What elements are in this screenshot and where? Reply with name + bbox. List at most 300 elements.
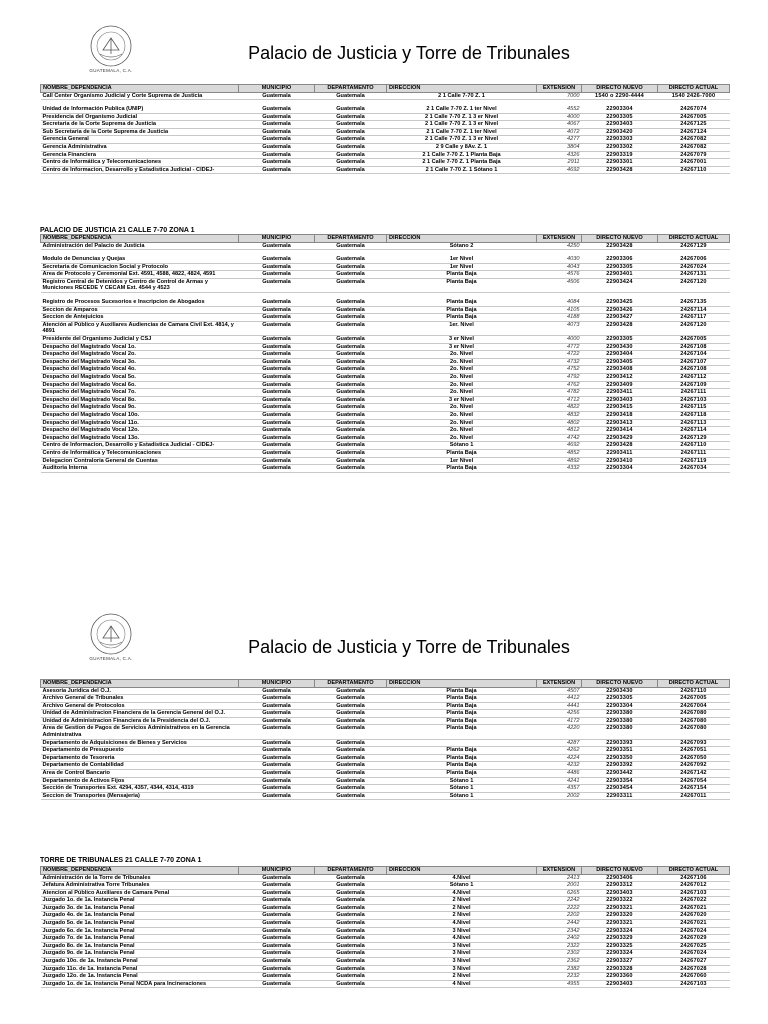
direccion-cell: Planta Baja <box>387 725 537 739</box>
table-row <box>41 151 730 159</box>
municipio-cell: Guatemala <box>239 256 315 263</box>
table-header-row <box>41 85 730 93</box>
departamento-cell: Guatemala <box>315 973 387 981</box>
directo-nuevo-cell: 22903301 <box>582 159 658 167</box>
direccion-cell: 2 1 Calle 7-70 Z. 1 ter Nivel <box>387 106 537 113</box>
dependency-cell: Despacho del Magistrado Vocal 2o. <box>41 351 239 359</box>
direccion-cell: 2o. Nivel <box>387 419 537 427</box>
municipio-cell: Guatemala <box>239 754 315 762</box>
table-row <box>41 278 730 292</box>
extension-cell: 4412 <box>537 695 582 703</box>
table-row <box>41 754 730 762</box>
direccion-cell: 3 er Nivel <box>387 343 537 351</box>
municipio-cell: Guatemala <box>239 912 315 920</box>
municipio-cell: Guatemala <box>239 920 315 928</box>
directo-actual-cell: 24267108 <box>658 366 730 374</box>
directo-nuevo-cell: 22903442 <box>582 770 658 778</box>
direccion-cell: 2o. Nivel <box>387 374 537 382</box>
directo-actual-cell: 24267025 <box>658 942 730 950</box>
extension-cell: 4752 <box>537 366 582 374</box>
directo-actual-cell: 24267024 <box>658 263 730 271</box>
directo-actual-cell: 24267114 <box>658 306 730 314</box>
directo-nuevo-cell: 22903411 <box>582 389 658 397</box>
directo-actual-cell: 24267012 <box>658 882 730 890</box>
departamento-cell: Guatemala <box>315 113 387 121</box>
dependency-cell: Juzgado 8o. de 1a. Instancia Penal <box>41 942 239 950</box>
departamento-cell: Guatemala <box>315 263 387 271</box>
extension-cell: 4277 <box>537 136 582 144</box>
dependency-cell: Despacho del Magistrado Vocal 9o. <box>41 404 239 412</box>
extension-cell: 6265 <box>537 889 582 897</box>
departamento-cell: Guatemala <box>315 882 387 890</box>
extension-cell: 4357 <box>537 785 582 793</box>
directo-actual-cell: 24267028 <box>658 965 730 973</box>
municipio-cell: Guatemala <box>239 457 315 465</box>
municipio-cell: Guatemala <box>239 389 315 397</box>
departamento-cell: Guatemala <box>315 121 387 129</box>
dependency-cell: Despacho del Magistrado Vocal 3o. <box>41 358 239 366</box>
table-row <box>41 306 730 314</box>
departamento-cell: Guatemala <box>315 897 387 905</box>
municipio-cell: Guatemala <box>239 702 315 710</box>
departamento-cell: Guatemala <box>315 434 387 442</box>
extension-cell: 2402 <box>537 935 582 943</box>
direccion-cell: Planta Baja <box>387 278 537 292</box>
directo-actual-cell: 24267103 <box>658 396 730 404</box>
directo-actual-cell: 24267005 <box>658 336 730 344</box>
departamento-cell: Guatemala <box>315 343 387 351</box>
extension-cell: 4812 <box>537 427 582 435</box>
extension-cell: 2001 <box>537 882 582 890</box>
directo-actual-cell: 24267029 <box>658 935 730 943</box>
table-row <box>41 427 730 435</box>
directo-nuevo-cell: 22903420 <box>582 128 658 136</box>
direccion-cell: 2 1 Calle 7-70 Z. 1 ter Nivel <box>387 128 537 136</box>
departamento-cell: Guatemala <box>315 950 387 958</box>
directo-actual-cell: 24267103 <box>658 980 730 988</box>
direccion-cell: Sótano 1 <box>387 785 537 793</box>
directo-nuevo-cell: 22903322 <box>582 897 658 905</box>
dependency-cell: Departamento de Adquisiciones de Bienes y Servicios <box>41 739 239 747</box>
direccion-cell: Planta Baja <box>387 710 537 718</box>
table-row <box>41 739 730 747</box>
table-row <box>41 336 730 344</box>
dependency-cell: Presidente del Organismo Judicial y CSJ <box>41 336 239 344</box>
directo-actual-cell: 24267120 <box>658 278 730 292</box>
directo-nuevo-cell: 22903380 <box>582 717 658 725</box>
column-header-extension: EXTENSION <box>537 680 582 688</box>
direccion-cell: 2 1 Calle 7-70 Z. 1 Planta Baja <box>387 159 537 167</box>
municipio-cell: Guatemala <box>239 739 315 747</box>
municipio-cell: Guatemala <box>239 717 315 725</box>
extension-cell: 4224 <box>537 754 582 762</box>
extension-cell: 2442 <box>537 920 582 928</box>
dependency-cell: Despacho del Magistrado Vocal 8o. <box>41 396 239 404</box>
departamento-cell: Guatemala <box>315 889 387 897</box>
table-row <box>41 687 730 695</box>
directo-actual-cell: 24267050 <box>658 754 730 762</box>
municipio-cell: Guatemala <box>239 747 315 755</box>
column-header-municipio: MUNICIPIO <box>239 680 315 688</box>
column-header-directo-nuevo: DIRECTO NUEVO <box>582 867 658 875</box>
direccion-cell: Planta Baja <box>387 687 537 695</box>
dependency-cell: Despacho del Magistrado Vocal 11o. <box>41 419 239 427</box>
direccion-cell: 2 1 Calle 7-70 Z. 1 <box>387 92 537 100</box>
municipio-cell: Guatemala <box>239 695 315 703</box>
municipio-cell: Guatemala <box>239 404 315 412</box>
directo-nuevo-cell: 22903303 <box>582 136 658 144</box>
extension-cell: 4073 <box>537 321 582 335</box>
column-header-extension: EXTENSION <box>537 867 582 875</box>
directo-nuevo-cell: 22903380 <box>582 710 658 718</box>
extension-cell: 4576 <box>537 271 582 279</box>
municipio-cell: Guatemala <box>239 762 315 770</box>
dependency-cell: Atencion al Público Auxiliares de Camara Penal <box>41 889 239 897</box>
departamento-cell: Guatemala <box>315 695 387 703</box>
table-row <box>41 950 730 958</box>
table-row <box>41 770 730 778</box>
municipio-cell: Guatemala <box>239 336 315 344</box>
municipio-cell: Guatemala <box>239 106 315 113</box>
table-header-row <box>41 235 730 243</box>
directo-actual-cell: 24267005 <box>658 695 730 703</box>
direccion-cell: Planta Baja <box>387 306 537 314</box>
municipio-cell: Guatemala <box>239 725 315 739</box>
column-header-municipio: MUNICIPIO <box>239 867 315 875</box>
direccion-cell: Planta Baja <box>387 762 537 770</box>
table-row <box>41 396 730 404</box>
departamento-cell: Guatemala <box>315 770 387 778</box>
departamento-cell: Guatemala <box>315 739 387 747</box>
extension-cell: 4692 <box>537 442 582 450</box>
column-header-departamento: DEPARTAMENTO <box>315 235 387 243</box>
table-row <box>41 314 730 322</box>
directo-actual-cell: 24267004 <box>658 702 730 710</box>
directo-nuevo-cell: 22903304 <box>582 465 658 473</box>
direccion-cell: 1er Nivel <box>387 256 537 263</box>
dependency-cell: Sub Secretaria de la Corte Suprema de Justicia <box>41 128 239 136</box>
directo-actual-cell: 24267111 <box>658 449 730 457</box>
table-row <box>41 725 730 739</box>
direccion-cell: 3 Nivel <box>387 927 537 935</box>
directo-actual-cell: 24267118 <box>658 411 730 419</box>
dependency-cell: Presidencia del Organismo Judicial <box>41 113 239 121</box>
dependency-cell: Auditoria Interna <box>41 465 239 473</box>
direccion-cell: Sótano 1 <box>387 442 537 450</box>
municipio-cell: Guatemala <box>239 374 315 382</box>
column-header-direccion: DIRECCION <box>387 867 537 875</box>
direccion-cell: Planta Baja <box>387 695 537 703</box>
directo-nuevo-cell: 22903320 <box>582 912 658 920</box>
directo-actual-cell: 24267119 <box>658 457 730 465</box>
dependency-cell: Unidad de Información Publica (UNIP) <box>41 106 239 113</box>
column-header-directo-nuevo: DIRECTO NUEVO <box>582 680 658 688</box>
extension-cell: 4486 <box>537 770 582 778</box>
dependency-cell: Departamento de Contabilidad <box>41 762 239 770</box>
table-row <box>41 256 730 263</box>
table-row <box>41 411 730 419</box>
directo-nuevo-cell: 22903354 <box>582 777 658 785</box>
table-row <box>41 710 730 718</box>
municipio-cell: Guatemala <box>239 710 315 718</box>
extension-cell: 4822 <box>537 404 582 412</box>
departamento-cell: Guatemala <box>315 256 387 263</box>
table-row <box>41 874 730 882</box>
directo-actual-cell: 24267020 <box>658 912 730 920</box>
departamento-cell: Guatemala <box>315 958 387 966</box>
departamento-cell: Guatemala <box>315 912 387 920</box>
municipio-cell: Guatemala <box>239 419 315 427</box>
dependency-cell: Juzgado 5o. de 1a. Instancia Penal <box>41 920 239 928</box>
table-row <box>41 144 730 152</box>
dependency-cell: Departamento de Presupuesto <box>41 747 239 755</box>
column-header-departamento: DEPARTAMENTO <box>315 85 387 93</box>
directo-actual-cell: 24267021 <box>658 920 730 928</box>
dependency-cell: Juzgado 7o. de 1a. Instancia Penal <box>41 935 239 943</box>
departamento-cell: Guatemala <box>315 874 387 882</box>
directo-nuevo-cell: 22903302 <box>582 144 658 152</box>
municipio-cell: Guatemala <box>239 242 315 250</box>
extension-cell: 4507 <box>537 687 582 695</box>
municipio-cell: Guatemala <box>239 144 315 152</box>
municipio-cell: Guatemala <box>239 785 315 793</box>
extension-cell: 2322 <box>537 942 582 950</box>
dependency-cell: Gerencia Financiera <box>41 151 239 159</box>
extension-cell: 4732 <box>537 358 582 366</box>
direccion-cell: Planta Baja <box>387 754 537 762</box>
table-row <box>41 113 730 121</box>
directo-nuevo-cell: 22903430 <box>582 687 658 695</box>
direccion-cell: 3 er Nivel <box>387 336 537 344</box>
dependency-cell: Centro de Informacion, Desarrollo y Estadistica Judicial - CIDEJ- <box>41 166 239 174</box>
municipio-cell: Guatemala <box>239 278 315 292</box>
municipio-cell: Guatemala <box>239 263 315 271</box>
extension-cell: 4250 <box>537 242 582 250</box>
directo-actual-cell: 24267001 <box>658 159 730 167</box>
directo-actual-cell: 24267082 <box>658 136 730 144</box>
municipio-cell: Guatemala <box>239 927 315 935</box>
direccion-cell: 3 er Nivel <box>387 396 537 404</box>
departamento-cell: Guatemala <box>315 419 387 427</box>
table-row <box>41 904 730 912</box>
departamento-cell: Guatemala <box>315 92 387 100</box>
dependency-cell: Area de Gestion de Pagos de Servicios Administrativos en la Gerencia Administrativa <box>41 725 239 739</box>
municipio-cell: Guatemala <box>239 358 315 366</box>
municipio-cell: Guatemala <box>239 381 315 389</box>
departamento-cell: Guatemala <box>315 366 387 374</box>
municipio-cell: Guatemala <box>239 958 315 966</box>
dependency-cell: Unidad de Administracion Financiera de la Presidencia del O.J. <box>41 717 239 725</box>
departamento-cell: Guatemala <box>315 374 387 382</box>
extension-cell: 4241 <box>537 777 582 785</box>
dependency-cell: Juzgado 12o. de 1a. Instancia Penal <box>41 973 239 981</box>
directo-nuevo-cell: 22903428 <box>582 242 658 250</box>
departamento-cell: Guatemala <box>315 151 387 159</box>
dependency-cell: Registro Central de Detenidos y Centro de Control de Armas y Municiones RECEDE Y CECAM Ext. 4544 y 4523 <box>41 278 239 292</box>
municipio-cell: Guatemala <box>239 687 315 695</box>
directo-nuevo-cell: 1540 o 2290-4444 <box>582 92 658 100</box>
direccion-cell: 3 Nivel <box>387 965 537 973</box>
directo-actual-cell: 24267051 <box>658 747 730 755</box>
dependency-cell: Call Center Organismo Judicial y Corte Suprema de Justicia <box>41 92 239 100</box>
column-header-directo-nuevo: DIRECTO NUEVO <box>582 85 658 93</box>
direccion-cell: 2o. Nivel <box>387 358 537 366</box>
directo-nuevo-cell: 22903428 <box>582 321 658 335</box>
dependency-cell: Seccion de Antejuicios <box>41 314 239 322</box>
municipio-cell: Guatemala <box>239 411 315 419</box>
directo-nuevo-cell: 22903304 <box>582 702 658 710</box>
direccion-cell: 4.Nivel <box>387 889 537 897</box>
table-row <box>41 358 730 366</box>
direccion-cell: 3 Nivel <box>387 950 537 958</box>
directo-nuevo-cell: 22903305 <box>582 336 658 344</box>
dependency-cell: Centro de Informática y Telecomunicaciones <box>41 449 239 457</box>
column-header-municipio: MUNICIPIO <box>239 235 315 243</box>
dependency-cell: Registro de Procesos Sucesorios e Inscripcion de Abogados <box>41 299 239 306</box>
table-row <box>41 882 730 890</box>
directo-actual-cell: 24267082 <box>658 144 730 152</box>
directo-nuevo-cell: 22903403 <box>582 121 658 129</box>
departamento-cell: Guatemala <box>315 427 387 435</box>
table-row <box>41 389 730 397</box>
table-row <box>41 271 730 279</box>
directo-nuevo-cell: 22903425 <box>582 299 658 306</box>
directo-actual-cell: 24267024 <box>658 927 730 935</box>
extension-cell: 4188 <box>537 314 582 322</box>
municipio-cell: Guatemala <box>239 159 315 167</box>
seal-caption: GUATEMALA, C.A. <box>89 68 133 73</box>
dependency-cell: Modulo de Denuncias y Quejas <box>41 256 239 263</box>
directo-nuevo-cell: 22903329 <box>582 935 658 943</box>
directo-nuevo-cell: 22903404 <box>582 351 658 359</box>
table-row <box>41 927 730 935</box>
departamento-cell: Guatemala <box>315 935 387 943</box>
extension-cell: 4955 <box>537 980 582 988</box>
direccion-cell: 2o. Nivel <box>387 427 537 435</box>
departamento-cell: Guatemala <box>315 314 387 322</box>
extension-cell: 4287 <box>537 739 582 747</box>
directo-nuevo-cell: 22903403 <box>582 980 658 988</box>
directo-nuevo-cell: 22903311 <box>582 792 658 800</box>
direccion-cell: 2o. Nivel <box>387 434 537 442</box>
directo-nuevo-cell: 22903324 <box>582 950 658 958</box>
dependency-cell: Jefatura Administrativa Torre Tribunales <box>41 882 239 890</box>
dependency-cell: Juzgado 10o. de 1a. Instancia Penal <box>41 958 239 966</box>
municipio-cell: Guatemala <box>239 777 315 785</box>
departamento-cell: Guatemala <box>315 389 387 397</box>
table-row <box>41 419 730 427</box>
extension-cell: 4067 <box>537 121 582 129</box>
direccion-cell: 4 Nivel <box>387 980 537 988</box>
dependency-cell: Administración del Palacio de Justicia <box>41 242 239 250</box>
departamento-cell: Guatemala <box>315 136 387 144</box>
extension-cell: 4742 <box>537 434 582 442</box>
municipio-cell: Guatemala <box>239 442 315 450</box>
direccion-cell: Planta Baja <box>387 314 537 322</box>
table-row <box>41 747 730 755</box>
directo-nuevo-cell: 22903428 <box>582 166 658 174</box>
table-row <box>41 343 730 351</box>
extension-cell: 4892 <box>537 457 582 465</box>
directo-nuevo-cell: 22903428 <box>582 442 658 450</box>
directo-actual-cell: 24267060 <box>658 973 730 981</box>
departamento-cell: Guatemala <box>315 351 387 359</box>
direccion-cell: Sótano 1 <box>387 777 537 785</box>
extension-cell: 4262 <box>537 747 582 755</box>
dependency-cell: Archivo General de Tribunales <box>41 695 239 703</box>
directo-nuevo-cell: 22903411 <box>582 449 658 457</box>
departamento-cell: Guatemala <box>315 381 387 389</box>
directo-nuevo-cell: 22903414 <box>582 427 658 435</box>
municipio-cell: Guatemala <box>239 299 315 306</box>
extension-cell: 4000 <box>537 113 582 121</box>
municipio-cell: Guatemala <box>239 889 315 897</box>
table-gerencia-directory <box>40 679 730 800</box>
table-row <box>41 920 730 928</box>
table-row <box>41 912 730 920</box>
direccion-cell: 2o. Nivel <box>387 389 537 397</box>
directo-actual-cell: 24267110 <box>658 166 730 174</box>
dependency-cell: Centro de Informacion, Desarrollo y Estadistica Judicial - CIDEJ- <box>41 442 239 450</box>
directo-nuevo-cell: 22903306 <box>582 256 658 263</box>
departamento-cell: Guatemala <box>315 336 387 344</box>
directo-actual-cell: 24267120 <box>658 321 730 335</box>
departamento-cell: Guatemala <box>315 785 387 793</box>
table-torre-directory <box>40 866 730 988</box>
directo-nuevo-cell: 22903305 <box>582 113 658 121</box>
direccion-cell: 2o. Nivel <box>387 411 537 419</box>
municipio-cell: Guatemala <box>239 151 315 159</box>
dependency-cell: Juzgado 11o. de 1a. Instancia Penal <box>41 965 239 973</box>
direccion-cell: Planta Baja <box>387 747 537 755</box>
column-header-municipio: MUNICIPIO <box>239 85 315 93</box>
table-row <box>41 299 730 306</box>
directo-actual-cell: 24267129 <box>658 242 730 250</box>
directo-actual-cell: 24267027 <box>658 958 730 966</box>
municipio-cell: Guatemala <box>239 121 315 129</box>
extension-cell: 4220 <box>537 725 582 739</box>
extension-cell: 4772 <box>537 343 582 351</box>
dependency-cell: Administración de la Torre de Tribunales <box>41 874 239 882</box>
table-row <box>41 465 730 473</box>
directo-nuevo-cell: 22903410 <box>582 457 658 465</box>
directo-nuevo-cell: 22903415 <box>582 404 658 412</box>
direccion-cell: 2 1 Calle 7-70 Z. 1 Planta Baja <box>387 151 537 159</box>
dependency-cell: Juzgado 1o. de 1a. Instancia Penal <box>41 897 239 905</box>
extension-cell: 4326 <box>537 151 582 159</box>
departamento-cell: Guatemala <box>315 321 387 335</box>
directo-nuevo-cell: 22903380 <box>582 725 658 739</box>
directo-actual-cell: 24267079 <box>658 151 730 159</box>
directo-nuevo-cell: 22903426 <box>582 306 658 314</box>
direccion-cell: 4.Nivel <box>387 874 537 882</box>
departamento-cell: Guatemala <box>315 411 387 419</box>
directo-actual-cell: 24267093 <box>658 739 730 747</box>
directo-nuevo-cell: 22903321 <box>582 920 658 928</box>
dependency-cell: Secretaria de la Corte Suprema de Justicia <box>41 121 239 129</box>
column-header-direccion: DIRECCION <box>387 680 537 688</box>
direccion-cell: Planta Baja <box>387 299 537 306</box>
extension-cell: 2362 <box>537 958 582 966</box>
extension-cell: 2302 <box>537 950 582 958</box>
extension-cell: 4712 <box>537 396 582 404</box>
directo-actual-cell: 24267107 <box>658 358 730 366</box>
departamento-cell: Guatemala <box>315 457 387 465</box>
directo-nuevo-cell: 22903305 <box>582 263 658 271</box>
municipio-cell: Guatemala <box>239 343 315 351</box>
dependency-cell: Despacho del Magistrado Vocal 13o. <box>41 434 239 442</box>
directo-actual-cell: 24267074 <box>658 106 730 113</box>
